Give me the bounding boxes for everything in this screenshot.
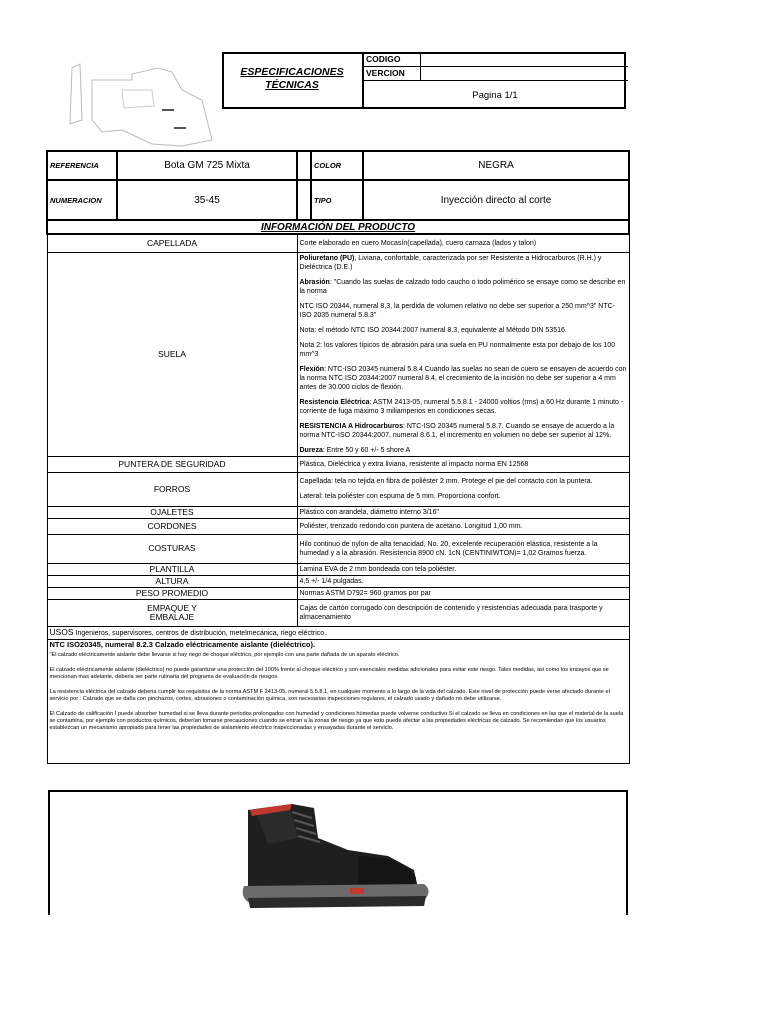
empaque-value: Cajas de cartón corrugado con descripción de contenido y resistencias adecuada para trasporte y almacenamiento — [297, 599, 629, 626]
peso-value: Normas ASTM D792= 960 gramos por par — [297, 587, 629, 599]
forros-value: Capellada: tela no tejida en fibra de poliéster 2 mm. Protege el pie del contacto con la puntera. Lateral: tela poliéster con espuma de 5 mm. Proporciona confort. — [297, 472, 629, 506]
usos-row: USOS Ingenieros, supervisores, centros de distribución, metelmecánica, riego eléctrico. — [47, 626, 629, 639]
numeracion-value: 35-45 — [117, 180, 297, 220]
puntera-value: Plástica, Dieléctrica y extra liviana, resistente al impacto norma EN 12568 — [297, 456, 629, 472]
codigo-label: CODIGO — [366, 54, 401, 64]
costuras-value: Hilo continuo de nylon de alta tenacidad, No. 20, excelente recuperación elástica, resistente a la humedad y a la abrasión. Resistencia 8900 cN. 1cN (CENTINIWTON)= 1,02 Gramos fuerza. — [297, 534, 629, 563]
company-logo — [62, 60, 218, 152]
page-number: Pagina 1/1 — [472, 90, 518, 101]
product-image-box — [48, 790, 628, 915]
tipo-value: Inyección directo al corte — [363, 180, 629, 220]
cordones-label: CORDONES — [47, 518, 297, 534]
puntera-label: PUNTERA DE SEGURIDAD — [47, 456, 297, 472]
ntc-note: NTC ISO20345, numeral 8.2.3 Calzado eléctricamente aislante (dieléctrico). "El calzado eléctricamente aislante debe llevarse si hay riego de choque eléctrico, por ejemplo con una parte dañada de un aparato eléctrico. El calzado eléctricamente aislante (dieléctrico) no puede garantizar una protección del 100% frente al choque eléctrico y son esenciales medidas adicionales para evitar este riesgo. Tales medidas, asi como los ensayos que se mencionan mas adelante, deberia ser parte rutinaria del programa de evaluación de riesgos. La resistencia eléctrica del calzado deberia cumplir los requisitos de la norma ASTM F 2413-05, numeral 5.5.8.1, en cualquier momento a lo largo de la vida del calzado. Este nivel de protección puede verse afectado durante el servicio por : Calzado que se daña con pinchazos, cortes, abrasiones o contaminación química, son necesarias inspecciones regulares, el calzado usado y dañado no debe utilizarse. El Calzado de calificación I puede absorber humedad si se lleva durante periodos prolongados con humedad y condiciones húmedas puede volverse conductivo Si el calzado se lleva en condiciones en las que el material de la suela se contamina, por ejemplo con productos químicos, deberían tomarse precauciones cuando se entran a la zonas de riesgo ya que esto puede afectar a las propiedades eléctricas de calzado. Se recomiendan que los usuarios establezcan un mecanismo apropiado para tener las propiedades de aislamiento eléctrico inspeccionadas y ensayadas durante el servicio. — [47, 639, 629, 763]
altura-label: ALTURA — [47, 575, 297, 587]
ojaletes-value: Plástico con arandela, diámetro interno 3/16" — [297, 506, 629, 518]
tipo-label: TIPO — [311, 180, 363, 220]
peso-label: PESO PROMEDIO — [47, 587, 297, 599]
altura-value: 4,5 +/- 1/4 pulgadas. — [297, 575, 629, 587]
suela-label: SUELA — [47, 252, 297, 456]
plantilla-value: Lamina EVA de 2 mm bondeada con tela poliéster. — [297, 563, 629, 575]
info-title: INFORMACIÓN DEL PRODUCTO — [47, 220, 629, 234]
document-title: ESPECIFICACIONES TÉCNICAS — [240, 66, 344, 91]
plantilla-label: PLANTILLA — [47, 563, 297, 575]
suela-value: Poliuretano (PU), Liviana, confortable, caracterizada por ser Resistente a Hidrocarburos (R.H.) y Dieléctrica (D.E.) Abrasión: "Cuando las suelas de calzado todo caucho o todo polimérico se ensaye como se describe en la norma NTC ISO 20344, numeral 8,3, la perdida de volumen relativo no debe ser superior a 250 mm^3" NTC- ISO 2035 numeral 5.8.3" Nota: el método NTC ISO 20344:2007 numeral 8.3, equivalente al Método DIN 53516. Nota 2: los valores típicos de abrasión para una suela en PU normalmente esta por debajo de los 100 mm^3 Flexión: NTC-ISO 20345 numeral 5.8.4 Cuando las suelas no sean de cuero se ensayen de acuerdo con la norma NTC ISO 20344:2007 numeral 8.4, el crecimiento de la incisión no debe ser superior a 4 mm antes de 30.000 ciclos de flexión. Resistencia Eléctrica: ASTM 2413-05, numeral 5.5.8.1 - 24000 voltios (rms) a 60 Hz durante 1 minuto - corriente de fuga máximo 3 miliamperios en condiciones secas. RESISTENCIA A Hidrocarburos: NTC-ISO 20345 numeral 5.8.7. Cuando se ensaye de acuerdo a la norma NTC-ISO 20344:2007, numeral 8.6.1, el incremento en volumen no debe ser superior al 12%. Dureza: Entre 50 y 60 +/- 5 shore A — [297, 252, 629, 456]
numeracion-label: NUMERACION — [47, 180, 117, 220]
forros-label: FORROS — [47, 472, 297, 506]
boot-image — [228, 798, 448, 912]
costuras-label: COSTURAS — [47, 534, 297, 563]
spec-table — [46, 150, 630, 764]
ojaletes-label: OJALETES — [47, 506, 297, 518]
capellada-value: Corte elaborado en cuero Mocasín(capellada), cuero carnaza (lados y talon) — [297, 234, 629, 252]
empaque-label: EMPAQUE Y EMBALAJE — [47, 599, 297, 626]
color-label: COLOR — [311, 151, 363, 180]
referencia-label: REFERENCIA — [47, 151, 117, 180]
color-value: NEGRA — [363, 151, 629, 180]
cordones-value: Poliéster, trenzado redondo con puntera de acetano. Longitud 1,00 mm. — [297, 518, 629, 534]
version-label: VERCION — [366, 68, 405, 78]
referencia-value: Bota GM 725 Mixta — [117, 151, 297, 180]
capellada-label: CAPELLADA — [47, 234, 297, 252]
